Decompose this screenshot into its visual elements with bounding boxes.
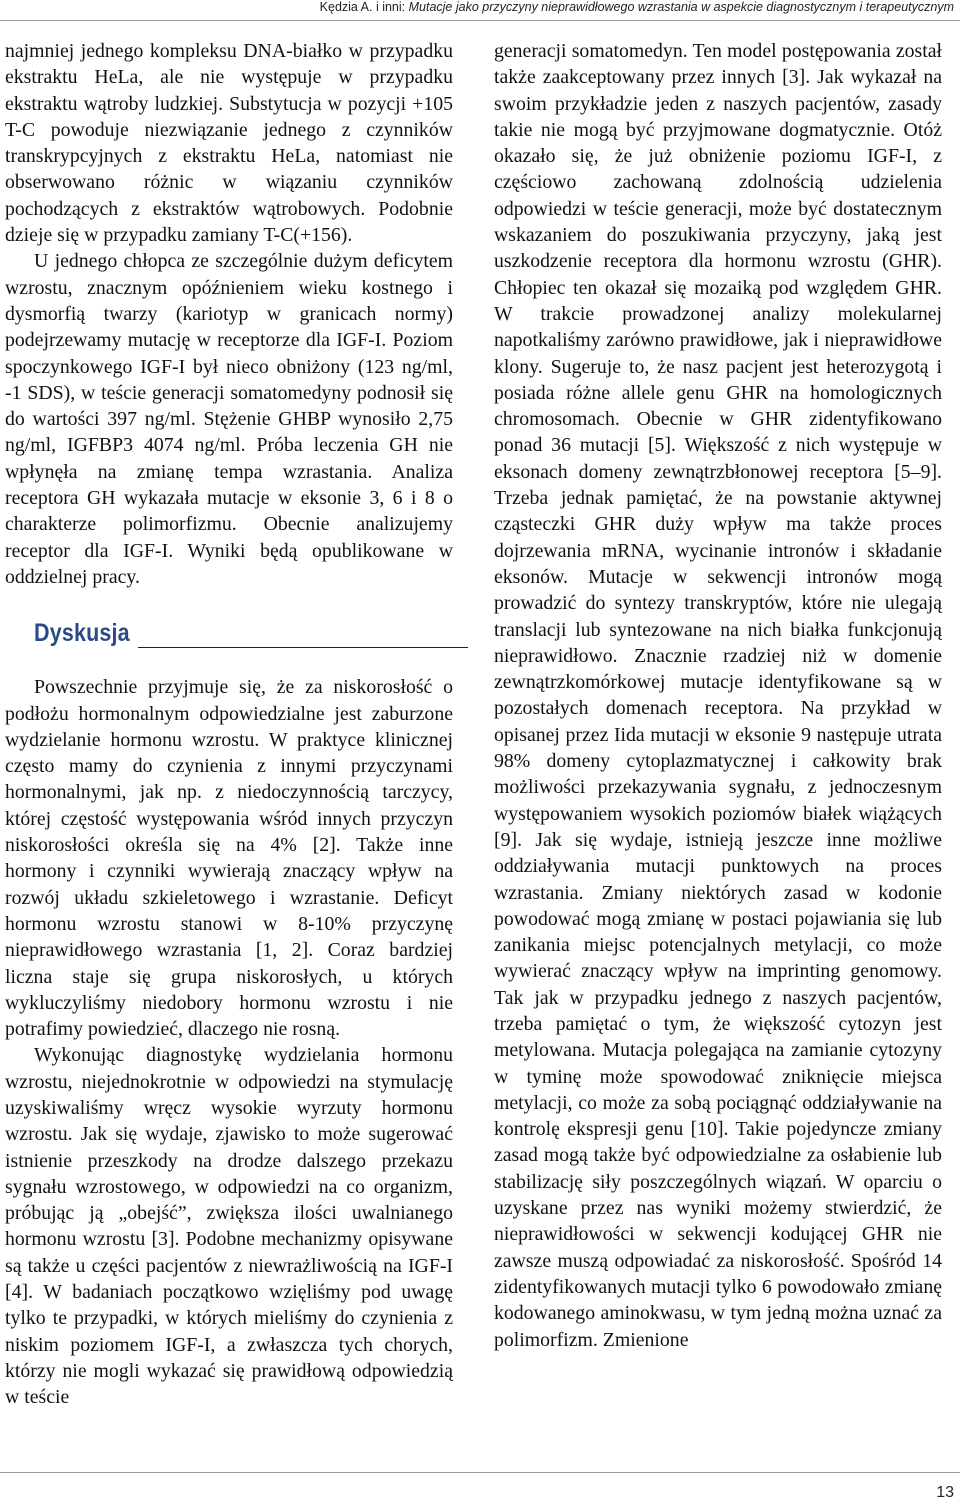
page-number: 13: [936, 1484, 954, 1501]
right-column: [494, 38, 942, 1353]
section-heading: [5, 608, 453, 666]
section-rule: [138, 647, 468, 648]
paragraph: najmniej jednego kompleksu DNA-białko w przypadku ekstraktu HeLa, ale nie występuje w przypadku ekstraktu wątroby ludzkiej. Substytucja w pozycji +105 T-C powoduje niezwiązanie jednego z czynników transkrypcyjnych z ekstraktu HeLa, natomiast nie obserwowano różnic w wiązaniu czynników pochodzących z ekstraktów wątrobowych. Podobnie dzieje się w przypadku zamiany T-C(+156).: [5, 40, 453, 247]
header-authors: Kędzia A. i inni:: [319, 0, 406, 14]
paragraph: U jednego chłopca ze szczególnie dużym deficytem wzrostu, znacznym opóźnieniem wieku kostnego i dysmorfią twarzy (kariotyp w granicach normy) podejrzewamy mutację w receptorze dla IGF-I. Poziom spoczynkowego IGF-I był nieco obniżony (123 ng/ml, -1 SDS), w teście generacji somatomedyny podnosił się do wartości 397 ng/ml. Stężenie GHBP wynosiło 2,75 ng/ml, IGFBP3 4074 ng/ml. Próba leczenia GH nie wpłynęła na zmianę tempa wzrastania. Analiza receptora GH wykazała mutacje w eksonie 3, 6 i 8 o charakterze polimorfizmu. Obecnie analizujemy receptor dla IGF-I. Wyniki będą opublikowane w oddzielnej pracy.: [5, 250, 453, 588]
paragraph: Wykonując diagnostykę wydzielania hormonu wzrostu, niejednokrotnie w odpowiedzi na stymulację uzyskiwaliśmy wręcz wysokie wyrzuty hormonu wzrostu. Jak się wydaje, zjawisko to może sugerować istnienie przeszkody na drodze dalszego przekazu sygnału wzrostowego, w odpowiedzi na co organizm, próbując ją „obejść”, zwiększa ilości uwalnianego hormonu wzrostu [3]. Podobne mechanizmy opisywane są także u części pacjentów z niewrażliwością na IGF-I [4]. W badaniach początkowo wzięliśmy pod uwagę tylko te przypadki, w których mieliśmy do czynienia z niskim poziomem IGF-I, a zwłaszcza tych chorych, którzy nie mogli wykazać się prawidłową odpowiedzią w teście: [5, 1044, 453, 1409]
paragraph: generacji somatomedyn. Ten model postępowania został także zaakceptowany przez innych [3]. Jak wykazał na swoim przykładzie jeden z naszych pacjentów, zasady takie nie mogą być przyjmowane dogmatycznie. Otóż okazało się, że już obniżenie poziomu IGF-I, z częściowo zachowaną zdolnością udzielenia odpowiedzi w teście generacji, może być dostatecznym wskazaniem do poszukiwania przyczyny, jaką jest uszkodzenie receptora dla hormonu wzrostu (GHR). Chłopiec ten okazał się mozaiką pod względem GHR. W trakcie prowadzonej analizy molekularnej napotkaliśmy zarówno prawidłowe, jak i nieprawidłowe klony. Sugeruje to, że nasz pacjent jest heterozygotą i posiada różne allele genu GHR na homologicznych chromosomach. Obecnie w GHR zidentyfikowano ponad 36 mutacji [5]. Większość z nich występuje w eksonach domeny zewnątrzbłonowej receptora [5–9]. Trzeba jednak pamiętać, że na powstanie aktywnej cząsteczki GHR duży wpływ ma także proces dojrzewania mRNA, wycinanie intronów i składanie eksonów. Mutacje w sekwencji intronów mogą prowadzić do syntezy transkryptów, które nie ulegają translacji lub syntezowane na nich białka funkcjonują nieprawidłowo. Znacznie rzadziej niż w domenie zewnątrzkomórkowej mutacje identyfikowane są w pozostałych domenach receptora. Na przykład w opisanej przez Iida mutacji w eksonie 9 następuje utrata 98% domeny cytoplazmatycznej i całkowity brak możliwości przekazywania sygnału, z jednoczesnym występowaniem wysokich poziomów białek wiążących [9]. Jak się wydaje, istnieją jeszcze inne możliwe oddziaływania mutacji punktowych na proces wzrastania. Zmiany niektórych zasad w kodonie powodować mogą zmianę w postaci pojawiania się lub zanikania miejsc potencjalnych metylacji, co może wywierać znaczący wpływ na imprinting genomowy. Tak jak w przypadku jednego z naszych pacjentów, trzeba pamiętać o tym, że większość cytozyn jest metylowana. Mutacja polegająca na zamianie cytozyny w tyminę może spowodować zniknięcie miejsca metylacji, co może za sobą pociągnąć oddziaływanie na kontrolę ekspresji genu [10]. Takie pojedyncze zmiany zasad mogą także być odpowiedzialne za osłabienie lub stabilizację siły poszczególnych wiązań. W oparciu o uzyskane przez nas wyniki możemy stwierdzić, że nieprawidłowości w sekwencji kodującej GHR nie zawsze muszą odpowiadać za niskorosłość. Spośród 14 zidentyfikowanych mutacji tylko 6 powodowało zmianę kodowanego aminokwasu, w tym jedną można uznać za polimorfizm. Zmienione: [494, 40, 942, 1351]
section-title: Dyskusja: [34, 619, 130, 648]
left-column: [5, 38, 453, 1411]
header-title: Mutacje jako przyczyny nieprawidłowego wzrastania w aspekcie diagnostycznym i terapeutycznym: [408, 0, 954, 14]
header-rule: [0, 20, 960, 21]
paragraph: Powszechnie przyjmuje się, że za niskorosłość o podłożu hormonalnym odpowiedzialne jest zaburzone wydzielanie hormonu wzrostu. W praktyce klinicznej często mamy do czynienia z innymi przyczynami hormonalnymi, jak np. z niedoczynnością tarczycy, której częstość występowania wśród innych przyczyn niskorosłości określa się na 4% [2]. Także inne hormony i czynniki wywierają znaczący wpływ na rozwój układu szkieletowego i wzrastanie. Deficyt hormonu wzrostu stanowi w 8-10% przyczynę nieprawidłowego wzrastania [1, 2]. Coraz bardziej liczna staje się grupa niskorosłych, u których wykluczyliśmy niedobory hormonu wzrostu i nie potrafimy powiedzieć, dlaczego nie rosną.: [5, 676, 453, 1041]
footer-rule: [0, 1472, 960, 1473]
running-header: [320, 0, 954, 20]
